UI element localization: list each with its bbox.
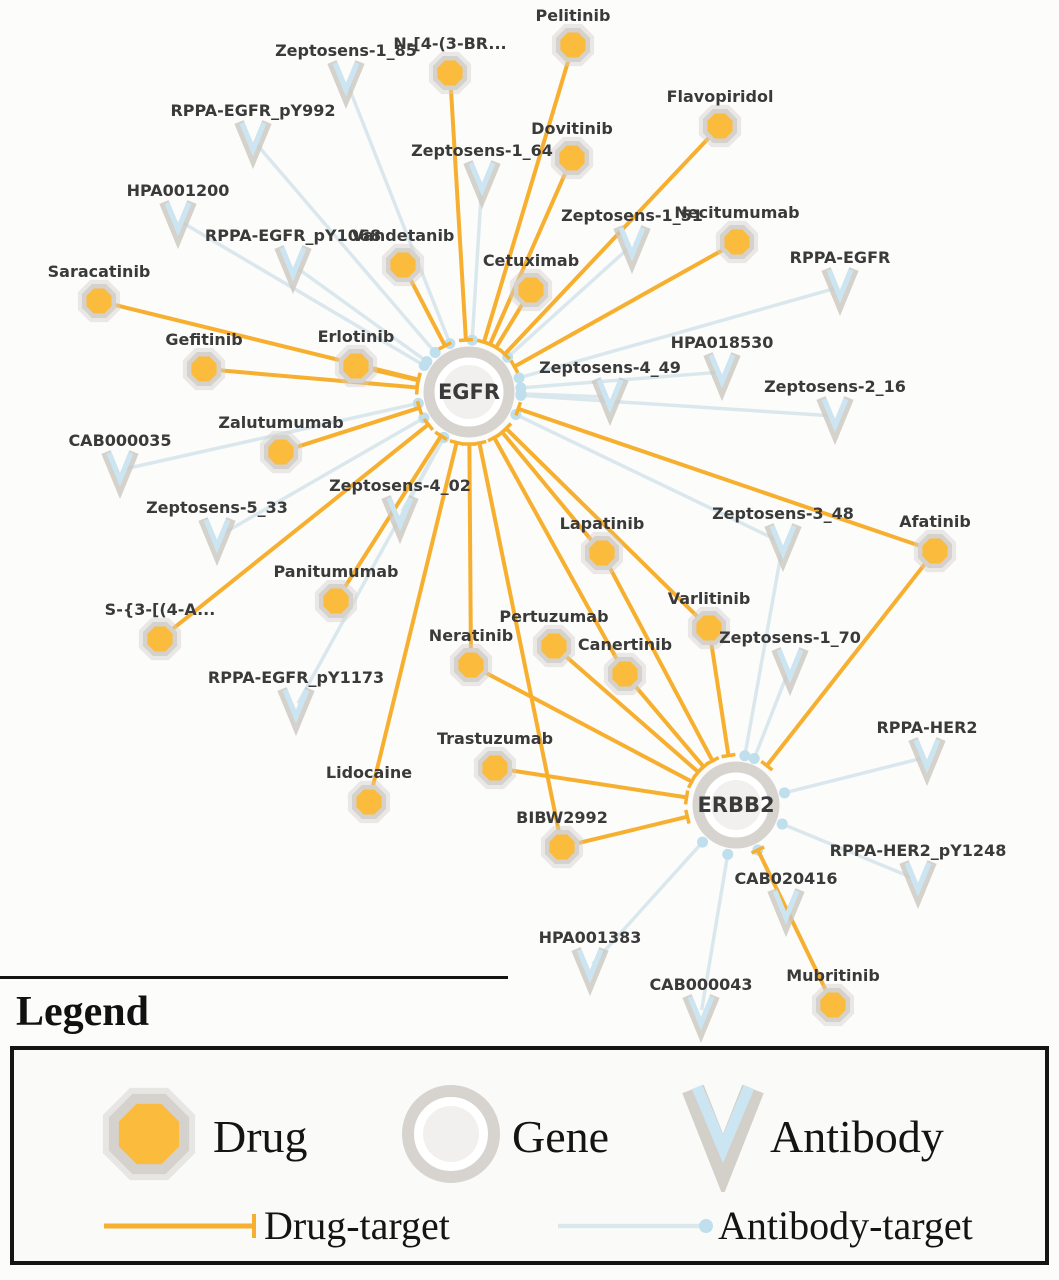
drug-node-erlotinib[interactable] [338, 348, 373, 383]
node-label-rppa-her2: RPPA-HER2 [876, 718, 978, 737]
antibody-target-edge-cap [777, 819, 788, 830]
node-label-erlotinib: Erlotinib [317, 327, 395, 346]
node-label-dovitinib: Dovitinib [531, 119, 613, 138]
antibody-target-edge-cap [722, 849, 733, 860]
antibody-node-zeptosens-1-85[interactable] [332, 62, 360, 96]
antibody-node-zeptosens-4-49[interactable] [596, 379, 624, 413]
legend-antibody-label: Antibody [770, 1111, 944, 1162]
node-label-zeptosens-2-16: Zeptosens-2_16 [764, 377, 906, 396]
drug-target-edge-cap [722, 755, 736, 757]
antibody-target-edge-cap [739, 750, 750, 761]
legend-drug-target-label: Drug-target [264, 1203, 450, 1248]
node-label-neratinib: Neratinib [428, 626, 514, 645]
drug-target-edge [510, 770, 687, 797]
node-label-zeptosens-4-02: Zeptosens-4_02 [329, 476, 471, 495]
drug-node-pelitinib[interactable] [555, 27, 590, 62]
antibody-target-edge [784, 758, 923, 793]
node-label-pelitinib: Pelitinib [535, 6, 611, 25]
antibody-target-edge-cap [697, 837, 708, 848]
drug-node-panitumumab[interactable] [318, 583, 353, 618]
section-divider [0, 976, 508, 979]
antibody-node-rppa-her2[interactable] [913, 739, 941, 773]
node-label-cab000035: CAB000035 [68, 431, 172, 450]
drug-target-line-icon [100, 1210, 265, 1242]
antibody-target-edge-cap [515, 390, 526, 401]
drug-node-trastuzumab[interactable] [477, 750, 512, 785]
node-label-lapatinib: Lapatinib [559, 514, 645, 533]
antibody-target-edge-cap [749, 753, 760, 764]
node-label-vandetanib: Vandetanib [351, 226, 455, 245]
antibody-node-hpa001200[interactable] [164, 202, 192, 236]
drug-target-edge-cap [450, 441, 464, 444]
node-label-s-3-4-a: S-{3-[(4-A... [104, 600, 216, 619]
node-label-varlitinib: Varlitinib [667, 589, 751, 608]
node-label-zeptosens-1-85: Zeptosens-1_85 [275, 41, 417, 60]
antibody-node-hpa018530[interactable] [708, 354, 736, 388]
drug-target-edge [371, 369, 419, 380]
drug-node-mubritinib[interactable] [815, 987, 850, 1022]
antibody-node-cab000035[interactable] [106, 452, 134, 486]
antibody-chevron-icon [674, 1072, 774, 1192]
gene-circle-icon [395, 1078, 507, 1190]
legend-box [10, 1046, 1049, 1265]
drug-target-edge-cap [459, 340, 473, 341]
node-label-cab000043: CAB000043 [649, 975, 753, 994]
node-label-zalutumumab: Zalutumumab [218, 413, 344, 432]
antibody-target-edge-cap [421, 356, 432, 367]
antibody-target-edge [472, 184, 482, 340]
drug-node-lapatinib[interactable] [584, 535, 619, 570]
node-label-gefitinib: Gefitinib [165, 330, 243, 349]
drug-node-lidocaine[interactable] [351, 784, 386, 819]
node-label-rppa-her2-py1248: RPPA-HER2_pY1248 [829, 841, 1007, 860]
node-label-necitumumab: Necitumumab [674, 203, 800, 222]
node-label-rppa-egfr: RPPA-EGFR [789, 248, 891, 267]
antibody-node-hpa001383[interactable] [576, 949, 604, 983]
drug-target-edge [711, 643, 728, 756]
node-label-saracatinib: Saracatinib [47, 262, 151, 281]
antibody-node-zeptosens-1-64[interactable] [468, 162, 496, 196]
node-label-rppa-egfr-py1068: RPPA-EGFR_pY1068 [204, 226, 382, 245]
antibody-target-edge-cap [514, 372, 525, 383]
drug-node-n-4-3-br[interactable] [432, 55, 467, 90]
antibody-node-zeptosens-1-70[interactable] [776, 649, 804, 683]
node-label-zeptosens-1-51: Zeptosens-1_51 [561, 206, 703, 225]
legend-drug-label: Drug [213, 1111, 308, 1162]
node-label-cab020416: CAB020416 [734, 869, 838, 888]
node-label-rppa-egfr-py1173: RPPA-EGFR_pY1173 [207, 668, 385, 687]
legend-antibody-target-label: Antibody-target [718, 1203, 973, 1248]
drug-node-canertinib[interactable] [607, 656, 642, 691]
drug-node-neratinib[interactable] [453, 647, 488, 682]
antibody-node-rppa-egfr-py1173[interactable] [282, 689, 310, 723]
antibody-target-edge-cap [779, 787, 790, 798]
node-label-afatinib: Afatinib [899, 512, 971, 531]
node-label-n-4-3-br: N-[4-(3-BR... [393, 34, 507, 53]
antibody-node-cab000043[interactable] [687, 996, 715, 1030]
drug-target-edge-cap [417, 374, 420, 388]
drug-node-saracatinib[interactable] [81, 283, 116, 318]
antibody-node-zeptosens-2-16[interactable] [821, 398, 849, 432]
node-label-cetuximab: Cetuximab [482, 251, 580, 270]
gene-node-egfr[interactable] [429, 352, 509, 432]
antibody-node-zeptosens-3-48[interactable] [769, 525, 797, 559]
drug-node-s-3-4-a[interactable] [142, 621, 177, 656]
drug-node-dovitinib[interactable] [554, 140, 589, 175]
node-label-zeptosens-1-70: Zeptosens-1_70 [719, 628, 861, 647]
antibody-node-rppa-egfr-py1068[interactable] [279, 247, 307, 281]
node-label-hpa018530: HPA018530 [670, 333, 774, 352]
drug-target-edge-cap [473, 442, 487, 445]
drug-target-edge [451, 88, 466, 340]
gene-label-egfr: EGFR [437, 380, 501, 404]
antibody-target-edge [521, 395, 831, 415]
node-label-zeptosens-5-33: Zeptosens-5_33 [146, 498, 288, 517]
node-label-panitumumab: Panitumumab [273, 562, 399, 581]
drug-node-pertuzumab[interactable] [536, 628, 571, 663]
gene-node-erbb2[interactable] [697, 767, 774, 843]
antibody-node-rppa-her2-py1248[interactable] [904, 862, 932, 896]
drug-node-cetuximab[interactable] [513, 272, 548, 307]
node-label-rppa-egfr-py992: RPPA-EGFR_pY992 [170, 101, 336, 120]
drug-node-vandetanib[interactable] [385, 247, 420, 282]
node-label-hpa001200: HPA001200 [126, 181, 230, 200]
node-label-bibw2992: BIBW2992 [516, 808, 608, 827]
legend-gene-label: Gene [512, 1111, 610, 1162]
node-label-canertinib: Canertinib [577, 635, 673, 654]
antibody-target-edge [347, 84, 449, 344]
node-label-mubritinib: Mubritinib [786, 966, 880, 985]
drug-target-edge [469, 444, 471, 650]
node-label-trastuzumab: Trastuzumab [436, 729, 554, 748]
node-label-flavopiridol: Flavopiridol [666, 87, 774, 106]
drug-node-zalutumumab[interactable] [263, 434, 298, 469]
node-label-zeptosens-4-49: Zeptosens-4_49 [539, 358, 681, 377]
drug-node-necitumumab[interactable] [719, 224, 754, 259]
drug-node-afatinib[interactable] [917, 533, 952, 568]
antibody-node-rppa-egfr[interactable] [826, 269, 854, 303]
legend-title: Legend [16, 989, 150, 1035]
antibody-node-zeptosens-5-33[interactable] [203, 519, 231, 553]
drug-octagon-icon [93, 1078, 205, 1190]
drug-node-flavopiridol[interactable] [702, 108, 737, 143]
drug-target-edge-cap [686, 810, 689, 824]
node-label-zeptosens-3-48: Zeptosens-3_48 [712, 504, 854, 523]
node-label-pertuzumab: Pertuzumab [499, 607, 609, 626]
antibody-target-line-icon [554, 1210, 724, 1242]
node-label-hpa001383: HPA001383 [538, 928, 642, 947]
node-label-zeptosens-1-64: Zeptosens-1_64 [411, 141, 553, 160]
edges-layer [114, 59, 926, 1010]
gene-label-erbb2: ERBB2 [697, 793, 775, 817]
drug-node-bibw2992[interactable] [544, 829, 579, 864]
node-label-lidocaine: Lidocaine [325, 763, 413, 782]
drug-node-gefitinib[interactable] [186, 351, 221, 386]
drug-target-edge-cap [686, 790, 688, 804]
